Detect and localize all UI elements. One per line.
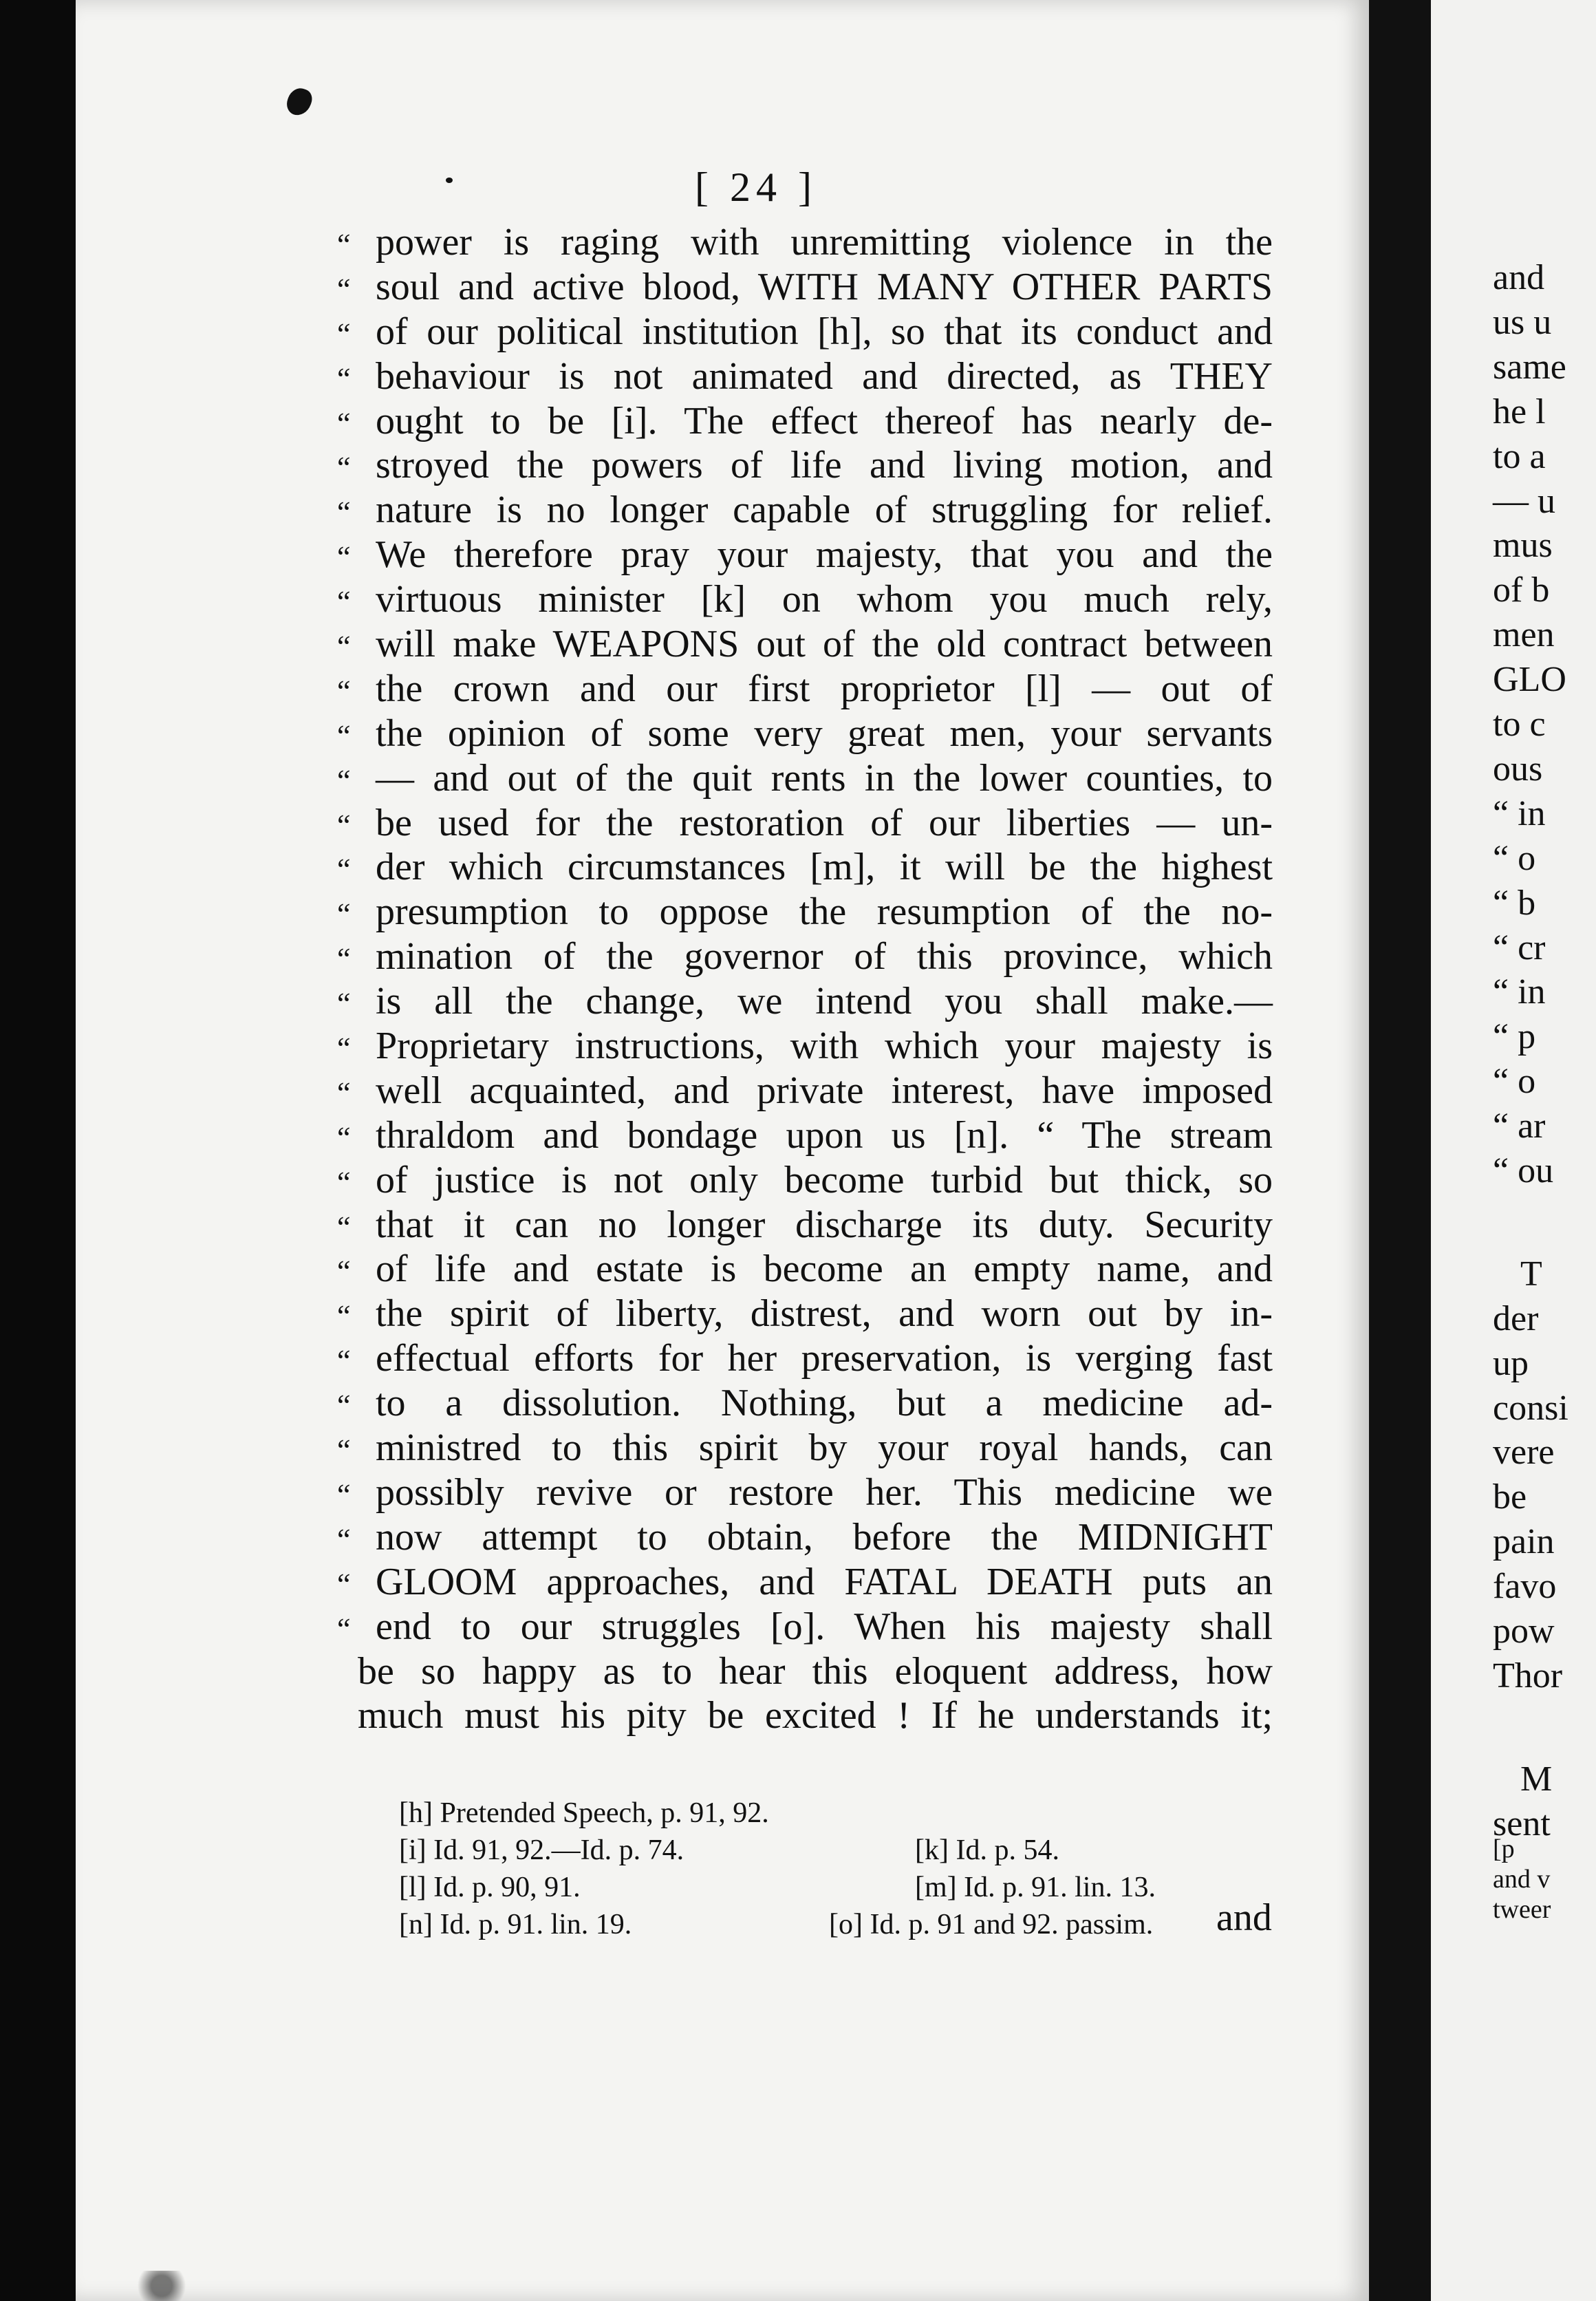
text-line (337, 1605, 1273, 1649)
quote-mark: “ (337, 1477, 351, 1512)
text-line (337, 845, 1273, 890)
facing-page-line: “ ar (1493, 1106, 1546, 1146)
text-line (337, 1515, 1273, 1560)
quote-mark: “ (337, 1299, 351, 1334)
facing-page-line: “ cr (1493, 928, 1546, 967)
quote-mark: “ (337, 630, 351, 664)
paper-speck (131, 2271, 193, 2301)
quote-mark: “ (337, 1075, 351, 1110)
footnote: [m] Id. p. 91. lin. 13. (915, 1872, 1156, 1903)
text-line (337, 1426, 1273, 1470)
quote-mark: “ (337, 808, 351, 842)
text-line (337, 443, 1273, 488)
text-line-content: of life and estate is become an empty name, and (376, 1248, 1273, 1291)
page-number: [ 24 ] (695, 164, 817, 210)
text-line-content: ministred to this spirit by your royal hands, can (376, 1426, 1273, 1470)
quote-mark: “ (337, 1031, 351, 1066)
facing-page-line: sent (1493, 1804, 1551, 1843)
text-line (337, 890, 1273, 934)
facing-page (1431, 0, 1596, 2301)
facing-page-line: “ ou (1493, 1151, 1554, 1190)
facing-page-line: vere (1493, 1433, 1555, 1473)
facing-page-line: M (1520, 1759, 1553, 1799)
text-line-content: that it can no longer discharge its duty. Security (376, 1203, 1273, 1246)
facing-page-line: favo (1493, 1567, 1557, 1607)
quote-mark: “ (337, 1433, 351, 1468)
text-line-content: will make WEAPONS out of the old contract between (376, 623, 1273, 666)
quote-mark: “ (337, 317, 351, 351)
text-line-content: presumption to oppose the resumption of the no- (376, 890, 1273, 934)
text-line (337, 1470, 1273, 1515)
facing-page-line: “ p (1493, 1017, 1536, 1057)
text-line (337, 1203, 1273, 1248)
facing-page-line: — u (1493, 481, 1555, 521)
footnote-row (399, 1795, 1252, 1832)
text-line (337, 354, 1273, 399)
text-line (337, 711, 1273, 756)
facing-page-line: der (1493, 1298, 1539, 1338)
facing-page-line: mus (1493, 526, 1553, 566)
book-gutter (1369, 0, 1431, 2301)
footnote: [n] Id. p. 91. lin. 19. (399, 1909, 632, 1940)
quote-mark: “ (337, 272, 351, 306)
footnote: [k] Id. p. 54. (915, 1834, 1059, 1866)
quote-mark: “ (337, 1612, 351, 1646)
text-line (337, 1560, 1273, 1605)
quote-mark: “ (337, 987, 351, 1021)
text-line (337, 667, 1273, 711)
quote-mark: “ (337, 451, 351, 485)
text-line-content: be used for the restoration of our liberties — un- (376, 801, 1273, 844)
quote-mark: “ (337, 406, 351, 440)
quote-mark: “ (337, 763, 351, 798)
quote-mark: “ (337, 897, 351, 932)
quote-mark: “ (337, 1165, 351, 1199)
facing-page-line: he l (1493, 392, 1546, 431)
text-line-content: end to our struggles [o]. When his majesty shall (376, 1605, 1273, 1648)
quote-mark: “ (337, 1254, 351, 1289)
text-line-content: to a dissolution. Nothing, but a medicine ad- (376, 1382, 1273, 1425)
text-line (337, 220, 1273, 265)
facing-page-line: “ in (1493, 793, 1546, 833)
footnote: [h] Pretended Speech, p. 91, 92. (399, 1797, 769, 1829)
text-line-content: well acquainted, and private interest, have imposed (376, 1069, 1273, 1112)
facing-page-line: consi (1493, 1388, 1568, 1428)
text-line-content: be so happy as to hear this eloquent address, how (358, 1649, 1273, 1693)
text-line (337, 1649, 1273, 1694)
text-line-content: virtuous minister [k] on whom you much rely, (376, 578, 1273, 621)
text-line (337, 1247, 1273, 1292)
text-line-content: mination of the governor of this province, which (376, 935, 1273, 978)
facing-page-line: to c (1493, 705, 1546, 744)
facing-page-line: tweer (1493, 1895, 1551, 1924)
text-line (337, 1292, 1273, 1336)
facing-page-line: men (1493, 615, 1555, 655)
text-line-content: effectual efforts for her preservation, is verging fast (376, 1337, 1273, 1380)
text-line-content: thraldom and bondage upon us [n]. “ The stream (376, 1113, 1273, 1157)
facing-page-line: T (1520, 1254, 1542, 1294)
footnote: [i] Id. 91, 92.—Id. p. 74. (399, 1834, 684, 1866)
quote-mark: “ (337, 495, 351, 530)
text-line (337, 622, 1273, 667)
facing-page-line: [p (1493, 1834, 1515, 1863)
quote-mark: “ (337, 1389, 351, 1423)
text-line-content: der which circumstances [m], it will be the highest (376, 846, 1273, 889)
quote-mark: “ (337, 718, 351, 753)
text-line (337, 1336, 1273, 1381)
footnote: [l] Id. p. 90, 91. (399, 1872, 581, 1903)
quote-mark: “ (337, 1210, 351, 1244)
text-line (337, 1381, 1273, 1426)
facing-page-line: “ b (1493, 883, 1536, 923)
text-line (337, 1069, 1273, 1113)
quote-mark: “ (337, 585, 351, 619)
facing-page-line: be (1493, 1477, 1527, 1517)
footnotes (399, 1795, 1252, 1943)
facing-page-line: GLO (1493, 660, 1566, 700)
text-line (337, 1113, 1273, 1158)
quote-mark: “ (337, 228, 351, 261)
text-line-content: much must his pity be excited ! If he understands it; (358, 1694, 1273, 1737)
text-line (337, 1024, 1273, 1069)
text-line-content: We therefore pray your majesty, that you and the (376, 533, 1273, 577)
facing-page-line: same (1493, 347, 1566, 387)
text-line-content: stroyed the powers of life and living motion, and (376, 444, 1273, 487)
body-text (337, 220, 1273, 1738)
facing-page-line: Thor (1493, 1656, 1563, 1695)
text-line-content: GLOOM approaches, and FATAL DEATH puts an (376, 1560, 1273, 1603)
facing-page-line: and (1493, 258, 1545, 297)
quote-mark: “ (337, 853, 351, 887)
facing-page-line: “ in (1493, 972, 1546, 1012)
text-line-content: the crown and our first proprietor [l] — out of (376, 667, 1273, 710)
text-line (337, 399, 1273, 444)
text-line-content: the spirit of liberty, distrest, and worn out by in- (376, 1292, 1273, 1336)
text-line-content: is all the change, we intend you shall make.— (376, 980, 1273, 1023)
footnote-row (399, 1906, 1252, 1943)
facing-page-line: pow (1493, 1612, 1555, 1651)
catchword: and (1216, 1896, 1272, 1939)
text-line-content: of our political institution [h], so that its conduct and (376, 310, 1273, 353)
text-line (337, 934, 1273, 979)
text-line (337, 533, 1273, 577)
text-line (337, 488, 1273, 533)
facing-page-line: pain (1493, 1522, 1555, 1562)
quote-mark: “ (337, 1344, 351, 1378)
text-line-content: ought to be [i]. The effect thereof has nearly de- (376, 399, 1273, 442)
scan-left-edge (0, 0, 76, 2301)
quote-mark: “ (337, 942, 351, 976)
text-line (337, 801, 1273, 846)
text-line-content: the opinion of some very great men, your servants (376, 711, 1273, 755)
ink-dot (446, 178, 453, 183)
text-line (337, 265, 1273, 310)
text-line (337, 1158, 1273, 1203)
quote-mark: “ (337, 1120, 351, 1155)
facing-page-line: “ o (1493, 1062, 1536, 1102)
quote-mark: “ (337, 1522, 351, 1556)
footnote-row (399, 1832, 1252, 1869)
facing-page-line: and v (1493, 1865, 1551, 1894)
text-line-content: nature is no longer capable of struggling for relief. (376, 489, 1273, 532)
facing-page-line: of b (1493, 570, 1550, 610)
facing-page-line: up (1493, 1343, 1529, 1383)
quote-mark: “ (337, 361, 351, 396)
facing-page-line: ous (1493, 749, 1543, 789)
facing-page-line: “ o (1493, 838, 1536, 878)
text-line-content: Proprietary instructions, with which your majesty is (376, 1025, 1273, 1068)
text-line (337, 979, 1273, 1024)
text-line (337, 577, 1273, 622)
text-line-content: of justice is not only become turbid but thick, so (376, 1158, 1273, 1201)
text-line (337, 310, 1273, 354)
text-line-content: possibly revive or restore her. This medicine we (376, 1470, 1273, 1514)
footnote-row (399, 1869, 1252, 1906)
text-line (337, 1693, 1273, 1738)
text-line-content: now attempt to obtain, before the MIDNIGHT (376, 1515, 1273, 1559)
text-line (337, 756, 1273, 801)
footnote: [o] Id. p. 91 and 92. passim. (829, 1909, 1154, 1940)
facing-page-line: to a (1493, 436, 1546, 476)
text-line-content: behaviour is not animated and directed, as THEY (376, 354, 1273, 398)
text-line-content: soul and active blood, WITH MANY OTHER PARTS (376, 265, 1273, 308)
quote-mark: “ (337, 540, 351, 575)
text-line-content: power is raging with unremitting violence in the (376, 221, 1273, 264)
quote-mark: “ (337, 674, 351, 708)
facing-page-line: us u (1493, 302, 1552, 342)
quote-mark: “ (337, 1567, 351, 1601)
text-line-content: — and out of the quit rents in the lower counties, to (376, 756, 1273, 800)
